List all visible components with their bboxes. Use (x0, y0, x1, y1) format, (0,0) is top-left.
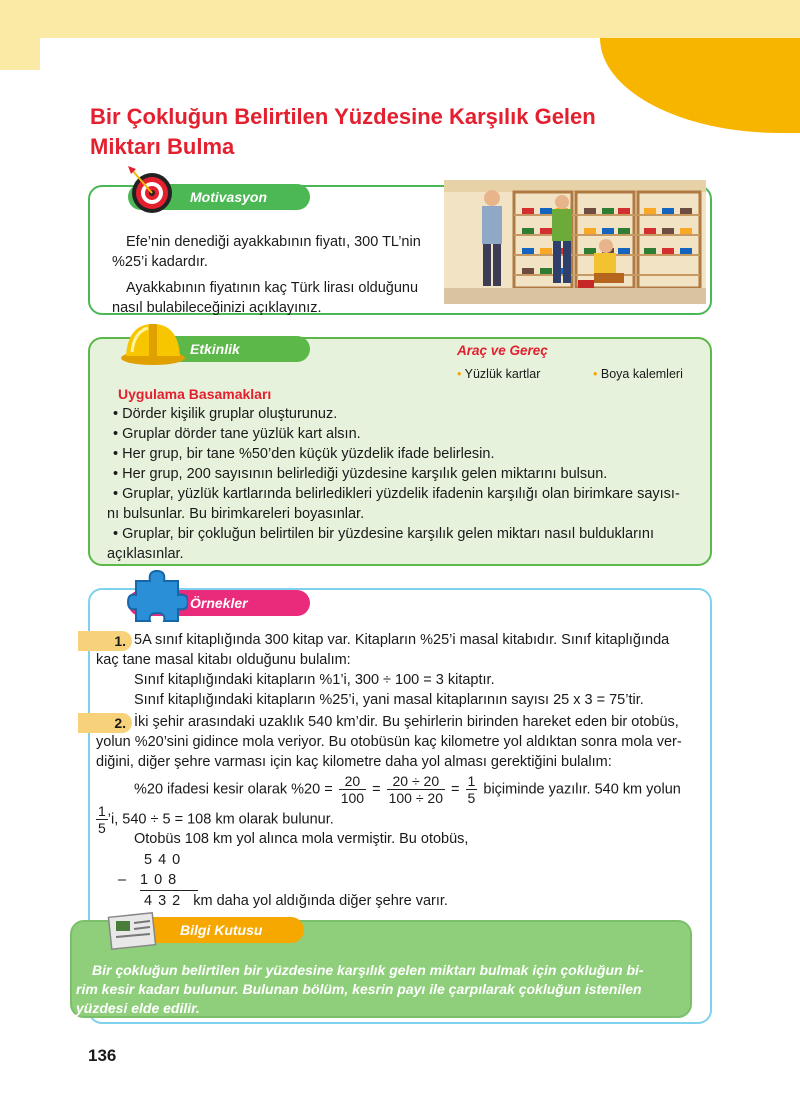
sub-top: 5 4 0 (144, 852, 182, 868)
step-text: Gruplar, yüzlük kartlarında belirledikleri yüzdelik ifadenin karşılığı olan birimkare sayısı- (122, 486, 680, 502)
frac-den: 5 (467, 790, 476, 806)
frac-num: 20 (339, 773, 366, 790)
list-item-cont: nı bulsunlar. Bu birimkareleri boyasınlar. (107, 506, 365, 522)
helmet-icon (118, 318, 188, 368)
motivasyon-text (112, 232, 442, 318)
list-item-cont: açıklasınlar. (107, 546, 184, 562)
step-text: Her grup, 200 sayısının belirlediği yüzdesine karşılık gelen miktarını bulsun. (122, 466, 608, 482)
motivasyon-p1-l1: Efe’nin denediği ayakkabının fiyatı, 300 TL’nin (126, 234, 421, 250)
motivasyon-p2-l1: Ayakkabının fiyatının kaç Türk lirası olduğunu (126, 280, 419, 296)
ornekler-label: Örnekler (190, 595, 248, 611)
section-title (90, 102, 690, 162)
frac-den: 5 (98, 820, 106, 836)
ex1-line-2: kaç tane masal kitabı olduğunu bulalım: (96, 652, 351, 668)
tool-label: Yüzlük kartlar (464, 367, 541, 381)
bullet-icon: • (593, 367, 598, 381)
ex2-line-6: Otobüs 108 km yol alınca mola vermiştir. Bu otobüs, (134, 831, 469, 847)
minus-sign: – (118, 872, 127, 888)
example-1 (96, 630, 708, 710)
etkinlik-label: Etkinlik (190, 341, 240, 357)
eq-prefix: %20 ifadesi kesir olarak %20 = (134, 781, 333, 798)
shoe-store-illustration (444, 180, 706, 304)
list-item: • Dörder kişilik gruplar oluşturunuz. (113, 406, 338, 422)
fraction-equation (134, 773, 714, 806)
page-number: 136 (88, 1046, 117, 1065)
motivasyon-p2-l2: nasıl bulabileceğinizi açıklayınız. (112, 300, 322, 316)
sub-mid-row (118, 870, 448, 890)
tools-title: Araç ve Gereç (457, 343, 548, 358)
sub-result: 4 3 2 (144, 893, 182, 909)
tool-item-2 (593, 367, 683, 381)
frac-den: 100 (340, 790, 365, 806)
bilgi-label: Bilgi Kutusu (180, 922, 263, 938)
step-text: Gruplar, bir çokluğun belirtilen bir yüzdesine karşılık gelen miktarı nasıl bulduklarını (122, 526, 655, 542)
fraction-1-5 (466, 773, 478, 806)
steps-list (107, 404, 707, 564)
list-item: • Gruplar, yüzlük kartlarında belirledikleri yüzdelik ifadenin karşılığı olan birimkare sayısı- (113, 486, 680, 502)
bilgi-line-1: Bir çokluğun belirtilen bir yüzdesine karşılık gelen miktarı bulmak için çokluğun bi- (92, 962, 644, 978)
bilgi-text (76, 961, 688, 1018)
title-line-2: Miktarı Bulma (90, 134, 235, 159)
list-item: • Her grup, bir tane %50’den küçük yüzdelik ifade belirlesin. (113, 446, 495, 462)
ex1-line-1 (96, 630, 708, 650)
tool-item-1 (457, 367, 540, 381)
example-number: 1. (114, 633, 126, 649)
ex2-text: İki şehir arasındaki uzaklık 540 km’dir. Bu şehirlerin birinden hareket eden bir otobüs, (134, 714, 679, 730)
step-text: Her grup, bir tane %50’den küçük yüzdelik ifade belirlesin. (122, 446, 495, 462)
bilgi-line-3: yüzdesi elde edilir. (76, 1000, 200, 1016)
step-text: Gruplar dörder tane yüzlük kart alsın. (122, 426, 361, 442)
ex2-line-5: ’i, 540 ÷ 5 = 108 km olarak bulunur. (107, 811, 334, 828)
list-item: • Gruplar, bir çokluğun belirtilen bir yüzdesine karşılık gelen miktarı nasıl bulduklarını (113, 526, 655, 542)
equals-sign: = (372, 781, 381, 798)
eq-suffix: biçiminde yazılır. 540 km yolun (483, 781, 681, 798)
ex1-text: 5A sınıf kitaplığında 300 kitap var. Kitapların %25’i masal kitabıdır. Sınıf kitaplığında (134, 632, 670, 648)
equals-sign: = (451, 781, 460, 798)
example-2 (96, 712, 708, 772)
news-icon (106, 909, 162, 951)
puzzle-icon (126, 567, 188, 625)
fraction-20-100 (339, 773, 366, 806)
fraction-1-5-b (96, 803, 108, 836)
subtraction-operation (118, 850, 448, 911)
title-line-1: Bir Çokluğun Belirtilen Yüzdesine Karşılık Gelen (90, 104, 596, 129)
bullet-icon: • (457, 367, 462, 381)
motivasyon-p1-l2: %25’i kadardır. (112, 254, 208, 270)
step-text: Dörder kişilik gruplar oluşturunuz. (122, 406, 338, 422)
motivasyon-label: Motivasyon (190, 189, 268, 205)
list-item: • Gruplar dörder tane yüzlük kart alsın. (113, 426, 361, 442)
target-icon (122, 166, 178, 216)
ex1-line-3: Sınıf kitaplığındaki kitapların %1’i, 300 ÷ 100 = 3 kitaptır. (134, 672, 495, 688)
ex2-line-2: yolun %20’sini gidince mola veriyor. Bu otobüsün kaç kilometre yol aldıktan sonra mola ver- (96, 734, 682, 750)
frac-den: 100 ÷ 20 (388, 790, 444, 806)
fraction-division (387, 773, 445, 806)
frac-num: 20 ÷ 20 (387, 773, 445, 790)
example-number: 2. (114, 715, 126, 731)
frac-num: 1 (467, 773, 476, 789)
ex1-line-4: Sınıf kitaplığındaki kitapların %25’i, yani masal kitaplarının sayısı 25 x 3 = 75’tir. (134, 692, 644, 708)
tool-label: Boya kalemleri (600, 367, 683, 381)
sub-result-row (118, 891, 448, 911)
ex2-line-3: diğini, diğer şehre varması için kaç kilometre daha yol alması gerektiğini bulalım: (96, 754, 612, 770)
bilgi-line-2: rim kesir kadarı bulunur. Bulunan bölüm, kesrin payı ile çarpılarak çokluğun istenilen (76, 981, 642, 997)
ex2-line-7: km daha yol aldığında diğer şehre varır. (193, 893, 448, 909)
list-item: • Her grup, 200 sayısının belirlediği yüzdesine karşılık gelen miktarını bulsun. (113, 466, 608, 482)
sub-mid: 1 0 8 (140, 872, 178, 888)
frac-num: 1 (98, 803, 106, 819)
steps-title: Uygulama Basamakları (118, 386, 272, 402)
ex2-line-1 (96, 712, 708, 732)
